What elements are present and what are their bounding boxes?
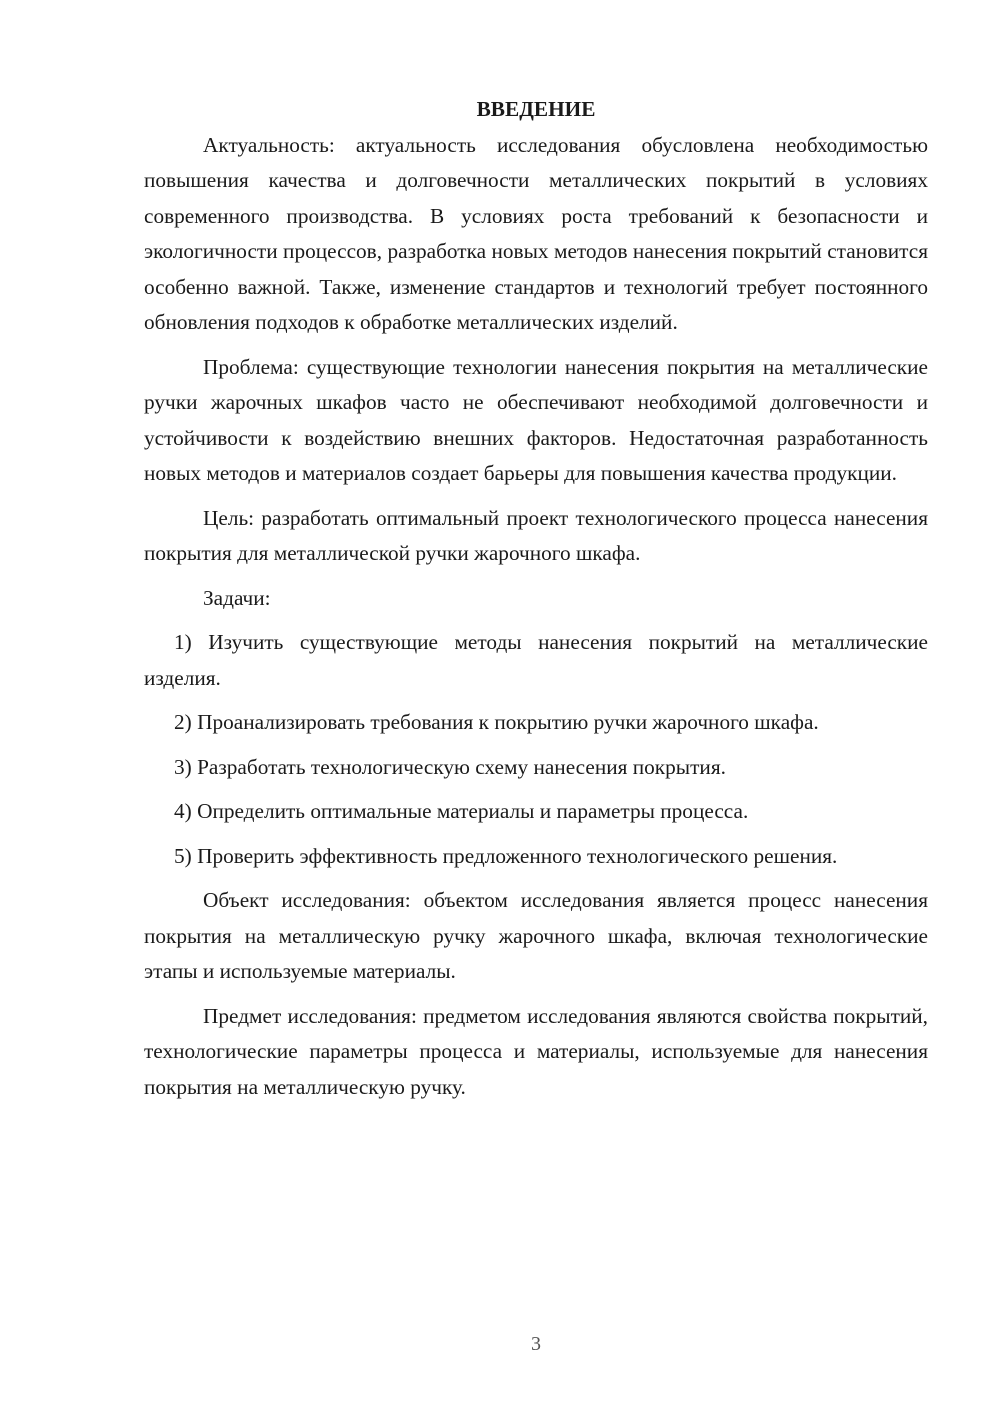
page-number: 3 xyxy=(531,1333,541,1355)
task-item: 1) Изучить существующие методы нанесения покрытий на металлические изделия. xyxy=(144,630,928,690)
task-item: 3) Разработать технологическую схему нанесения покрытия. xyxy=(174,754,726,779)
task-item: 2) Проанализировать требования к покрытию ручки жарочного шкафа. xyxy=(174,710,819,734)
task-item: 5) Проверить эффективность предложенного технологического решения. xyxy=(174,843,838,868)
problem-paragraph: Проблема: существующие технологии нанесения покрытия на металлические ручки жарочных шкафов часто не обеспечивают необходимой долговечности и устойчивости к воздействию внешних факторов. Недостаточная разработанность новых методов и материалов создает барьеры для повышения качества продукции. xyxy=(144,354,928,485)
task-item: 4) Определить оптимальные материалы и параметры процесса. xyxy=(174,799,749,823)
goal-paragraph: Цель: разработать оптимальный проект технологического процесса нанесения покрытия для металлической ручки жарочного шкафа. xyxy=(144,505,928,565)
subject-paragraph: Предмет исследования: предметом исследования являются свойства покрытий, технологические параметры процесса и материалы, используемые для нанесения покрытия на металлическую ручку. xyxy=(144,1003,928,1099)
relevance-paragraph: Актуальность: актуальность исследования обусловлена необходимостью повышения качества и долговечности металлических покрытий в условиях современного производства. В условиях роста требований к безопасности и экологичности процессов, разработка новых методов нанесения покрытий становится особенно важной. Также, изменение стандартов и технологий требует постоянного обновления подходов к обработке металлических изделий. xyxy=(144,132,928,334)
section-heading: ВВЕДЕНИЕ xyxy=(476,97,596,121)
object-paragraph: Объект исследования: объектом исследования является процесс нанесения покрытия на металлическую ручку жарочного шкафа, включая технологические этапы и используемые материалы. xyxy=(144,888,928,983)
page-content xyxy=(144,92,928,1105)
tasks-label: Задачи: xyxy=(203,585,271,610)
